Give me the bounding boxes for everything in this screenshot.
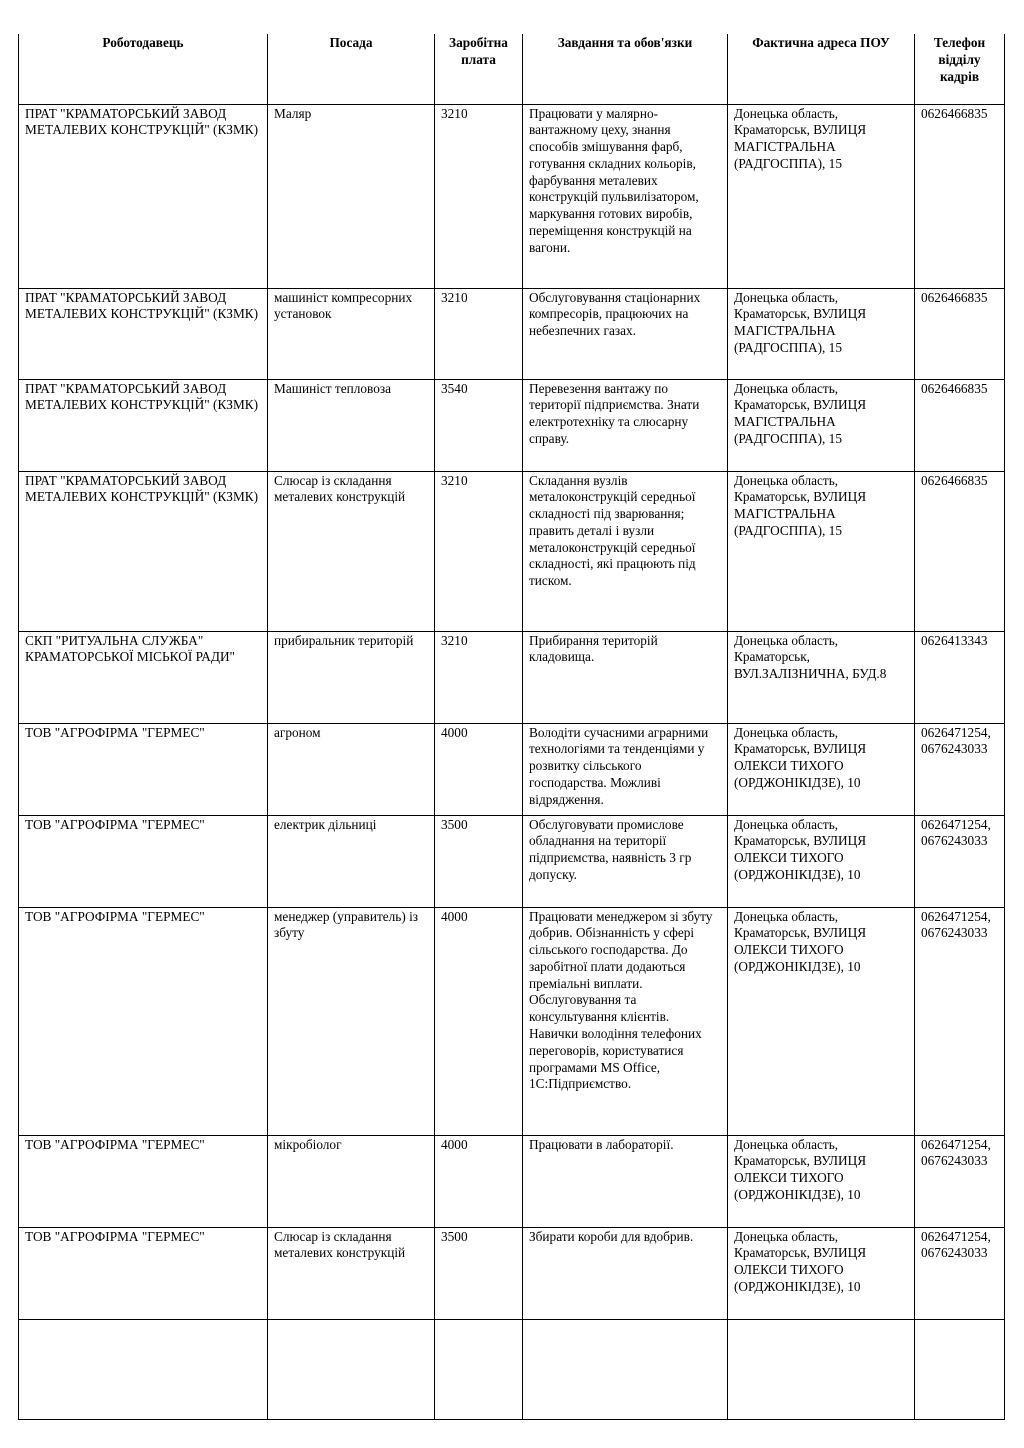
salary-cell: 3500 xyxy=(435,1227,523,1319)
employer-cell: ТОВ "АГРОФІРМА "ГЕРМЕС" xyxy=(19,723,268,815)
duties-cell: Перевезення вантажу по території підприємства. Знати електротехніку та слюсарну справу. xyxy=(523,379,728,471)
table-row xyxy=(19,907,1005,1135)
employer-cell: ТОВ "АГРОФІРМА "ГЕРМЕС" xyxy=(19,1135,268,1227)
duties-cell: Збирати короби для вдобрив. xyxy=(523,1227,728,1319)
duties-cell: Володіти сучасними аграрними технологіями та тенденціями у розвитку сільського господарства. Можливі відрядження. xyxy=(523,723,728,815)
address-cell: Донецька область, Краматорськ, ВУЛИЦЯ ОЛЕКСИ ТИХОГО (ОРДЖОНІКІДЗЕ), 10 xyxy=(728,815,915,907)
salary-cell: 3210 xyxy=(435,104,523,288)
employer-cell xyxy=(19,1319,268,1419)
address-cell: Донецька область, Краматорськ, ВУЛИЦЯ МАГІСТРАЛЬНА (РАДГОСППА), 15 xyxy=(728,379,915,471)
phone-cell: 0626471254, 0676243033 xyxy=(915,815,1005,907)
table-row xyxy=(19,631,1005,723)
employer-cell: ТОВ "АГРОФІРМА "ГЕРМЕС" xyxy=(19,907,268,1135)
position-cell: мікробіолог xyxy=(268,1135,435,1227)
duties-cell: Обслуговування стаціонарних компресорів, працюючих на небезпечних газах. xyxy=(523,288,728,379)
table-row xyxy=(19,379,1005,471)
header-position: Посада xyxy=(268,34,435,104)
salary-cell: 3210 xyxy=(435,631,523,723)
phone-cell: 0626466835 xyxy=(915,471,1005,631)
table-row xyxy=(19,1135,1005,1227)
salary-cell xyxy=(435,1319,523,1419)
address-cell xyxy=(728,1319,915,1419)
duties-cell: Обслуговувати промислове обладнання на території підприємства, наявність 3 гр допуску. xyxy=(523,815,728,907)
vacancy-sheet xyxy=(18,34,1005,1420)
address-cell: Донецька область, Краматорськ, ВУЛИЦЯ МАГІСТРАЛЬНА (РАДГОСППА), 15 xyxy=(728,288,915,379)
address-cell: Донецька область, Краматорськ, ВУЛИЦЯ ОЛЕКСИ ТИХОГО (ОРДЖОНІКІДЗЕ), 10 xyxy=(728,1227,915,1319)
table-row xyxy=(19,723,1005,815)
address-cell: Донецька область, Краматорськ, ВУЛИЦЯ ОЛЕКСИ ТИХОГО (ОРДЖОНІКІДЗЕ), 10 xyxy=(728,1135,915,1227)
table-row xyxy=(19,815,1005,907)
address-cell: Донецька область, Краматорськ, ВУЛ.ЗАЛІЗНИЧНА, БУД.8 xyxy=(728,631,915,723)
header-salary: Заробітна плата xyxy=(435,34,523,104)
phone-cell: 0626466835 xyxy=(915,104,1005,288)
salary-cell: 3500 xyxy=(435,815,523,907)
salary-cell: 3210 xyxy=(435,471,523,631)
duties-cell xyxy=(523,1319,728,1419)
duties-cell: Прибирання територій кладовища. xyxy=(523,631,728,723)
header-address: Фактична адреса ПОУ xyxy=(728,34,915,104)
phone-cell xyxy=(915,1319,1005,1419)
position-cell: Слюсар із складання металевих конструкцій xyxy=(268,1227,435,1319)
address-cell: Донецька область, Краматорськ, ВУЛИЦЯ ОЛЕКСИ ТИХОГО (ОРДЖОНІКІДЗЕ), 10 xyxy=(728,907,915,1135)
duties-cell: Складання вузлів металоконструкцій середньої складності під зварювання; править деталі і вузли металоконструкцій середньої складності, які працюють під тиском. xyxy=(523,471,728,631)
salary-cell: 4000 xyxy=(435,723,523,815)
employer-cell: ПРАТ "КРАМАТОРСЬКИЙ ЗАВОД МЕТАЛЕВИХ КОНСТРУКЦІЙ" (КЗМК) xyxy=(19,288,268,379)
phone-cell: 0626471254, 0676243033 xyxy=(915,723,1005,815)
employer-cell: ПРАТ "КРАМАТОРСЬКИЙ ЗАВОД МЕТАЛЕВИХ КОНСТРУКЦІЙ" (КЗМК) xyxy=(19,471,268,631)
employer-cell: СКП "РИТУАЛЬНА СЛУЖБА" КРАМАТОРСЬКОЇ МІСЬКОЇ РАДИ" xyxy=(19,631,268,723)
header-employer: Роботодавець xyxy=(19,34,268,104)
position-cell: електрик дільниці xyxy=(268,815,435,907)
employer-cell: ТОВ "АГРОФІРМА "ГЕРМЕС" xyxy=(19,1227,268,1319)
phone-cell: 0626471254, 0676243033 xyxy=(915,907,1005,1135)
position-cell: прибиральник територій xyxy=(268,631,435,723)
phone-cell: 0626413343 xyxy=(915,631,1005,723)
table-row-empty xyxy=(19,1319,1005,1419)
position-cell: Слюсар із складання металевих конструкцій xyxy=(268,471,435,631)
duties-cell: Працювати менеджером зі збуту добрив. Обізнанність у сфері сільського господарства. До заробітної плати додаються преміальні виплати. Обслуговування та консультування клієнтів. Навички володіння телефоних переговорів, користуватися програмами MS Office, 1С:Підприємство. xyxy=(523,907,728,1135)
employer-cell: ПРАТ "КРАМАТОРСЬКИЙ ЗАВОД МЕТАЛЕВИХ КОНСТРУКЦІЙ" (КЗМК) xyxy=(19,379,268,471)
position-cell: машиніст компресорних установок xyxy=(268,288,435,379)
address-cell: Донецька область, Краматорськ, ВУЛИЦЯ МАГІСТРАЛЬНА (РАДГОСППА), 15 xyxy=(728,104,915,288)
salary-cell: 3540 xyxy=(435,379,523,471)
address-cell: Донецька область, Краматорськ, ВУЛИЦЯ ОЛЕКСИ ТИХОГО (ОРДЖОНІКІДЗЕ), 10 xyxy=(728,723,915,815)
employer-cell: ТОВ "АГРОФІРМА "ГЕРМЕС" xyxy=(19,815,268,907)
table-row xyxy=(19,288,1005,379)
salary-cell: 3210 xyxy=(435,288,523,379)
address-cell: Донецька область, Краматорськ, ВУЛИЦЯ МАГІСТРАЛЬНА (РАДГОСППА), 15 xyxy=(728,471,915,631)
header-duties: Завдання та обов'язки xyxy=(523,34,728,104)
position-cell: менеджер (управитель) із збуту xyxy=(268,907,435,1135)
phone-cell: 0626471254, 0676243033 xyxy=(915,1135,1005,1227)
salary-cell: 4000 xyxy=(435,1135,523,1227)
position-cell: агроном xyxy=(268,723,435,815)
phone-cell: 0626471254, 0676243033 xyxy=(915,1227,1005,1319)
phone-cell: 0626466835 xyxy=(915,288,1005,379)
duties-cell: Працювати у малярно-вантажному цеху, знання способів змішування фарб, готування складних кольорів, фарбування металевих конструкцій пульвилізатором, маркування готових виробів, переміщення конструкцій на вагони. xyxy=(523,104,728,288)
duties-cell: Працювати в лабораторії. xyxy=(523,1135,728,1227)
table-row xyxy=(19,104,1005,288)
position-cell: Маляр xyxy=(268,104,435,288)
table-row xyxy=(19,1227,1005,1319)
employer-cell: ПРАТ "КРАМАТОРСЬКИЙ ЗАВОД МЕТАЛЕВИХ КОНСТРУКЦІЙ" (КЗМК) xyxy=(19,104,268,288)
position-cell xyxy=(268,1319,435,1419)
table-row xyxy=(19,471,1005,631)
vacancy-table xyxy=(18,34,1005,1420)
salary-cell: 4000 xyxy=(435,907,523,1135)
header-phone: Телефон відділу кадрів xyxy=(915,34,1005,104)
header-row xyxy=(19,34,1005,104)
position-cell: Машиніст тепловоза xyxy=(268,379,435,471)
phone-cell: 0626466835 xyxy=(915,379,1005,471)
